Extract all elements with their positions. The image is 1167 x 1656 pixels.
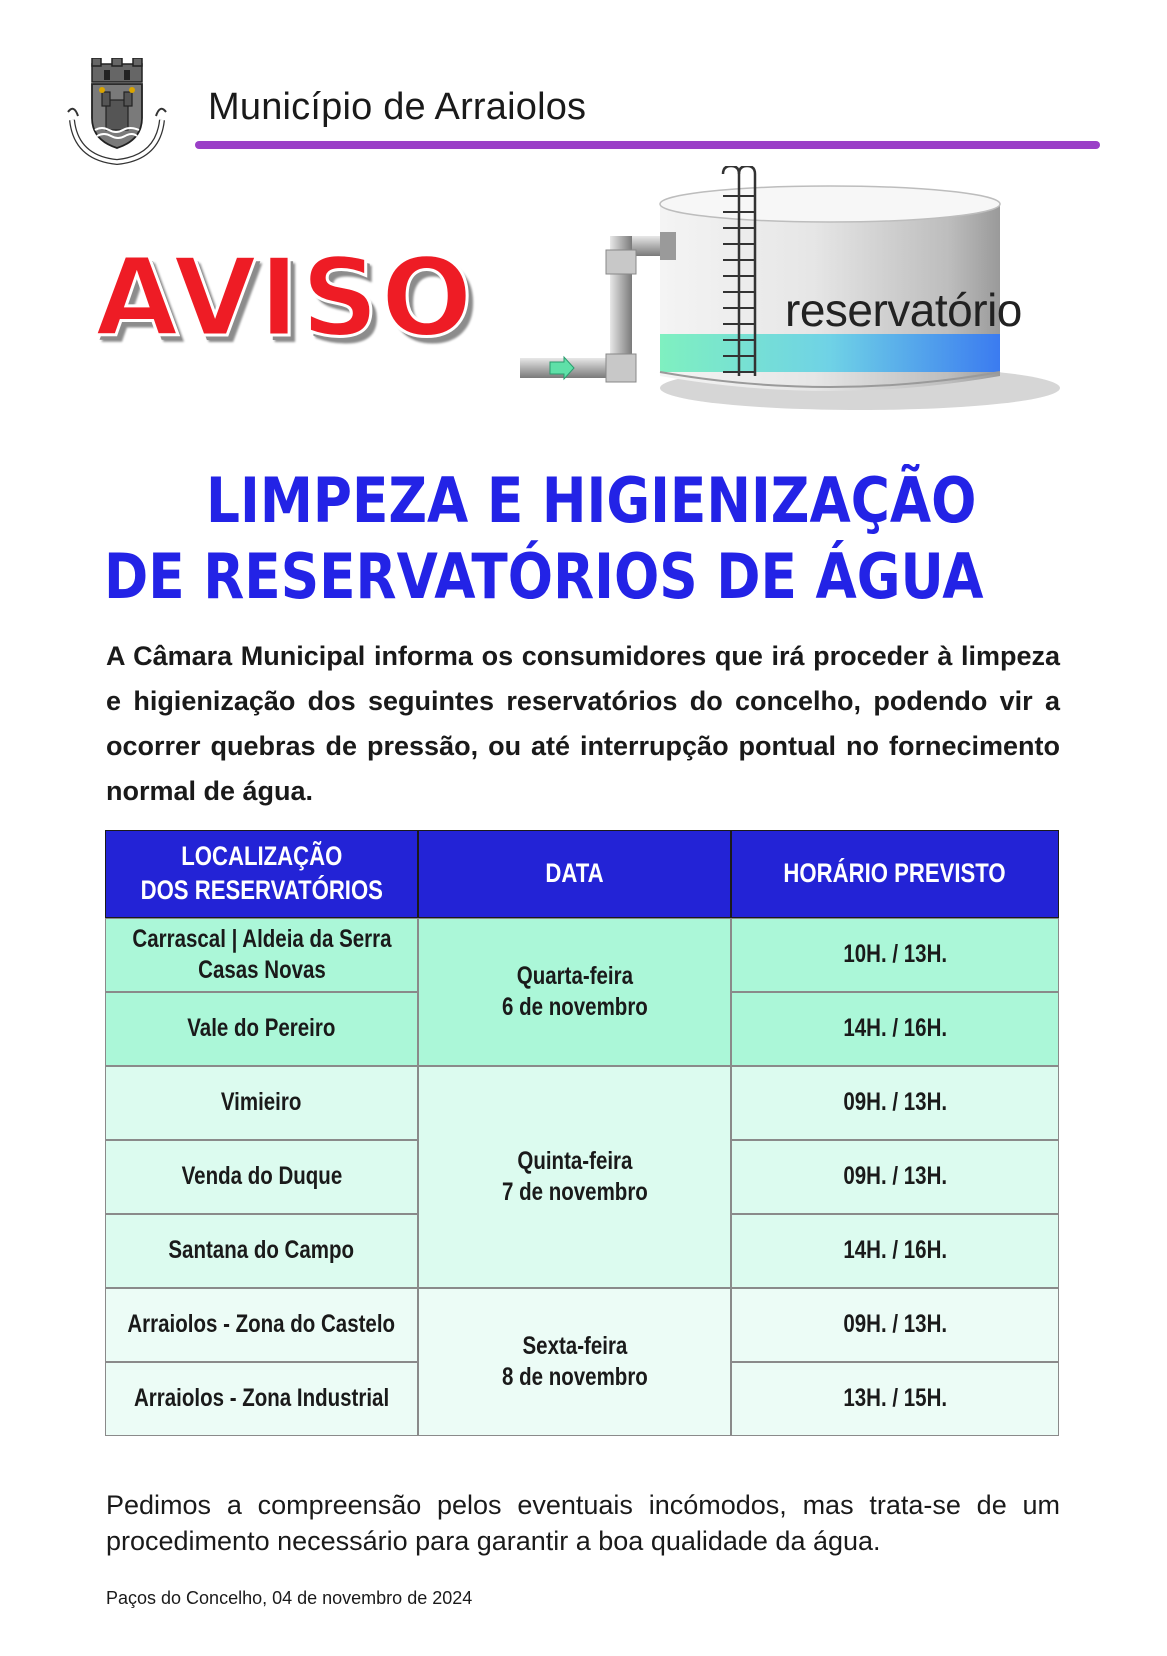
headline-line-1: LIMPEZA E HIGIENIZAÇÃO: [206, 464, 977, 537]
table-row-time: 09H. / 13H.: [731, 1140, 1059, 1214]
table-row-location: Vimieiro: [105, 1066, 418, 1140]
table-date-cell: Sexta-feira 8 de novembro: [418, 1288, 731, 1436]
table-row-time: 09H. / 13H.: [731, 1288, 1059, 1362]
column-header-location: LOCALIZAÇÃO DOS RESERVATÓRIOS: [105, 830, 418, 918]
table-row-location: Carrascal | Aldeia da Serra Casas Novas: [105, 918, 418, 992]
municipality-name: Município de Arraiolos: [208, 86, 587, 128]
table-row-time: 10H. / 13H.: [731, 918, 1059, 992]
alert-title: AVISO: [95, 236, 475, 361]
column-header-date: DATA: [418, 830, 731, 918]
table-row-location: Arraiolos - Zona do Castelo: [105, 1288, 418, 1362]
table-row-location: Santana do Campo: [105, 1214, 418, 1288]
signature-line: Paços do Concelho, 04 de novembro de 2024: [106, 1588, 473, 1608]
municipal-crest: [62, 58, 172, 168]
closing-paragraph: Pedimos a compreensão pelos eventuais incómodos, mas trata-se de um procedimento necessário para garantir a boa qualidade da água.: [106, 1490, 1060, 1556]
header-divider: [195, 141, 1100, 149]
headline-line-2: DE RESERVATÓRIOS DE ÁGUA: [104, 540, 984, 613]
table-row-location: Venda do Duque: [105, 1140, 418, 1214]
table-row-location: Vale do Pereiro: [105, 992, 418, 1066]
table-row-time: 13H. / 15H.: [731, 1362, 1059, 1436]
table-date-cell: Quinta-feira 7 de novembro: [418, 1066, 731, 1288]
table-row-location: Arraiolos - Zona Industrial: [105, 1362, 418, 1436]
table-row-time: 14H. / 16H.: [731, 1214, 1059, 1288]
table-row-time: 14H. / 16H.: [731, 992, 1059, 1066]
intro-paragraph: A Câmara Municipal informa os consumidores que irá proceder à limpeza e higienização dos seguintes reservatórios do concelho, podendo vir a ocorrer quebras de pressão, ou até interrupção pontual no fornecimento normal de água.: [106, 641, 1060, 806]
tank-label: reservatório: [785, 284, 1022, 336]
schedule-table: [105, 830, 1059, 1450]
table-row-time: 09H. / 13H.: [731, 1066, 1059, 1140]
table-date-cell: Quarta-feira 6 de novembro: [418, 918, 731, 1066]
column-header-time: HORÁRIO PREVISTO: [731, 830, 1059, 918]
